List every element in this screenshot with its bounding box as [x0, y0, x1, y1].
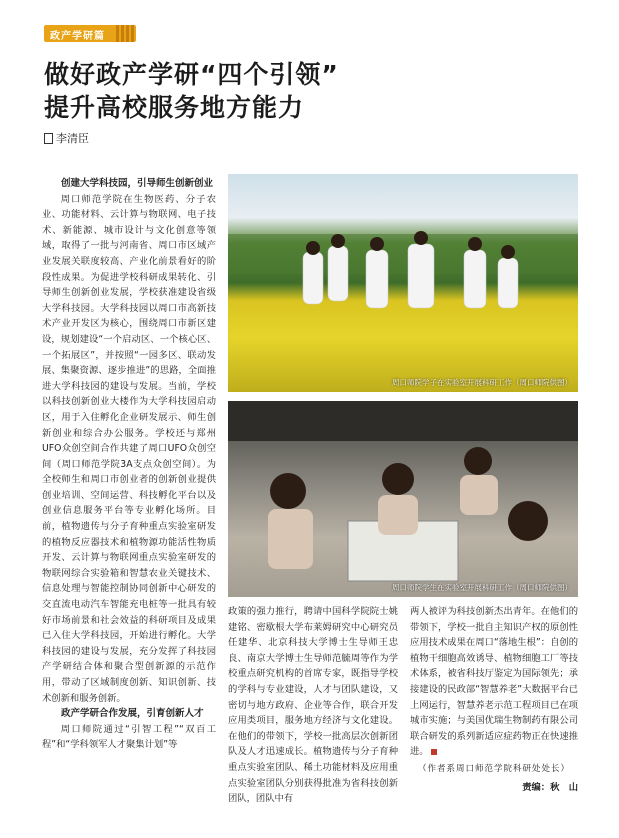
section-tag-label: 政产学研篇	[50, 31, 105, 42]
section-heading-1: 创建大学科技园，引导师生创新创业	[61, 178, 214, 189]
photo-lab-students	[228, 401, 578, 597]
column-1	[42, 176, 216, 753]
photo1-caption: 周口师院学子在实验室开展科研工作（周口师院供图）	[392, 378, 572, 387]
paragraph-4	[410, 604, 578, 760]
photo-field-drawing	[228, 174, 578, 392]
paragraph-3: 政策的强力推行，聘请中国科学院院士姚建铭、密歇根大学布莱姆研究中心研究员任建华、北京科技大学博士生导师王忠良、南京大学博士生导师范毓周等作为学校重点研究机构的首席专家，既指导学校的学科与专业建设，人才与团队建设，又密切与地方政府、企业等合作，联合开发应用类项目，服务地方经济与文化建设。在他们的带领下，学校一批高层次创新团队及人才迅速成长。植物遗传与分子育种重点实验室团队、稀土功能材料及应用重点实验室团队分别获得批准为省科技创新团队，团队中有	[228, 606, 398, 805]
section-heading-2: 政产学研合作发展，引育创新人才	[61, 708, 204, 720]
author-box-icon	[44, 133, 53, 144]
title-line-1: 做好政产学研“四个引领”	[44, 60, 339, 89]
author-line	[44, 130, 89, 146]
tag-stripes	[116, 25, 136, 42]
paragraph-2: 周口师院通过“引智工程”“双百工程”和“学科领军人才聚集计划”等	[42, 723, 216, 751]
paragraph-4-text: 两人被评为科技创新杰出青年。在他们的带领下，学校一批自主知识产权的原创性应用技术成果在周口“落地生根”：自创的植物干细胞高效诱导、植物细胞工厂等技术体系，被省科技厅鉴定为国际领先；承接建设的民政部“智慧养老”大数据平台已上网运行，智慧养老示范工程项目已在项城市实施；与美国优瑞生物制药有限公司联合研发的系列新适应症药物正在快速推进。	[410, 606, 578, 758]
photo-lab-drawing	[228, 401, 578, 597]
end-mark-icon	[431, 749, 437, 755]
photo-field-researchers	[228, 174, 578, 392]
author-name: 李清臣	[56, 132, 89, 145]
photo2-caption: 周口师院学生在实验室开展科研工作（周口师院供图）	[392, 583, 572, 592]
editor-credit: 责编：秋 山	[522, 781, 578, 793]
title-line-2: 提升高校服务地方能力	[44, 93, 305, 122]
paragraph-1: 周口师范学院在生物医药、分子农业、功能材料、云计算与物联网、电子技术、新能源、城市设计与文化创意等领域，取得了一批与河南省、周口市区域产业发展关联度较高、产业化前景看好的阶段性成果。为促进学校科研成果转化、引导师生创新创业发展，学校获准建设省级大学科技园。大学科技园以周口市高新技术产业开发区为核心，围绕周口市新区建设，规划建设“一个启动区、一个核心区、一个拓展区”，并按照“一园多区、联动发展、集聚资源、逐步推进”的思路，全面推进大学科技园的建设与发展。当前，学校以科技创新创业大楼作为大学科技园启动区，用于入住孵化企业研发展示、师生创新创业和综合办公服务。学校还与郑州UFO众创空间合作共建了周口UFO众创空间（周口师范学院3A支点众创空间）。为全校师生和周口市创业者的创新创业提供创业培训、空间运营、科技孵化平台以及创业信息服务平台等专业孵化场所。目前，植物遗传与分子育种重点实验室研发的植物反应器技术和植物源功能活性物质开发、云计算与物联网重点实验室研发的物联网综合实验箱和智慧农业关键技术、信息处理与智能控制协同创新中心研发的交直流电动汽车智能充电桩等一批具有较好市场前景和社会效益的科研项目及成果已入住大学科技园，开始进行孵化。大学科技园的建设与发展，充分发挥了科技园产学研结合体和聚合型创新源的示范作用，带动了区域制度创新、知识创新、技术创新和服务创新。	[42, 193, 216, 704]
column-2	[228, 604, 398, 807]
author-byline: （作者系周口师范学院科研处处长）	[417, 763, 570, 774]
section-tag	[44, 25, 136, 42]
article-title	[44, 58, 339, 124]
column-3	[410, 604, 578, 796]
